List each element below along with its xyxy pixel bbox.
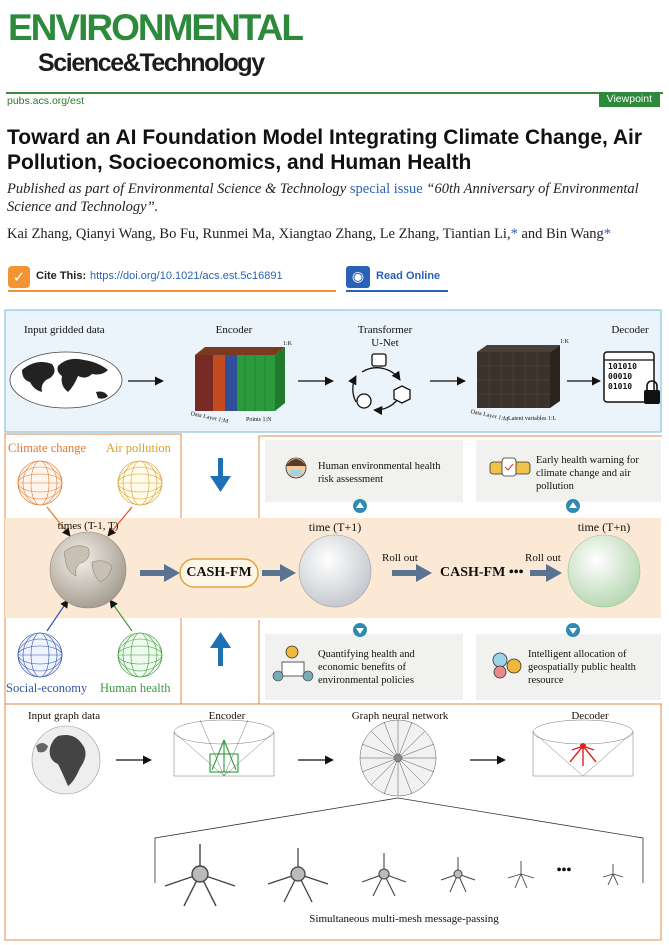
decoder-label: Decoder (611, 324, 649, 336)
transformer-label: Transformer (357, 324, 413, 336)
binary-line-3: 01010 (608, 382, 633, 391)
logo-line-2: Science&Technology (38, 49, 264, 77)
roll-out-label-1: Roll out (382, 552, 418, 564)
bottom-panel (5, 704, 661, 940)
unet-label: U-Net (371, 337, 399, 349)
doi-link[interactable]: https://doi.org/10.1021/acs.est.5c16891 (90, 270, 283, 282)
person-mask-icon (286, 458, 306, 478)
early-warning-text: Early health warning for climate change and air pollution (536, 455, 639, 492)
article-type-badge: Viewpoint (599, 92, 660, 107)
graph-encoder-label: Encoder (208, 710, 246, 722)
cite-label: Cite This: (36, 270, 87, 282)
published-prefix: Published as part of Environmental Science & Technology (7, 181, 350, 197)
globe-icon: ◉ (346, 266, 370, 288)
cube1-layer-label: Data Layer 1:M (189, 411, 229, 425)
earth-globe-tn (568, 535, 640, 607)
down-arrow (210, 458, 231, 492)
figure-graphics (0, 300, 669, 945)
cube2-layer-label: Data Layer 1:M (469, 409, 509, 423)
ellipsis-label: ••• (556, 863, 572, 878)
cite-this-bar[interactable] (8, 266, 336, 292)
earth-globe-t1 (299, 535, 371, 607)
social-economy-label: Social-economy (6, 681, 88, 695)
africa-globe-icon (32, 726, 100, 794)
down-circle-icon-2 (566, 623, 580, 637)
air-pollution-label: Air pollution (106, 441, 171, 455)
world-map-icon (10, 352, 122, 408)
header-rule (6, 92, 663, 94)
time-tn-label: time (T+n) (577, 520, 631, 534)
allocation-text: Intelligent allocation of geospatially public health resource (528, 649, 636, 686)
cube2-k-label: 1:K (560, 339, 569, 345)
article-title: Toward an AI Foundation Model Integrating Climate Change, Air Pollution, Socioeconomics, and Human Health (7, 126, 643, 174)
cash-fm-rollout-label: CASH-FM ••• (440, 565, 524, 580)
encoder-cube (195, 347, 285, 411)
earth-globe-t (50, 532, 126, 608)
cube2-latent-label: Latent variables 1:L (508, 416, 557, 422)
risk-assessment-text: Human environmental health risk assessment (318, 461, 441, 485)
roll-out-label-2: Roll out (525, 552, 561, 564)
corresponding-author-mark-2[interactable]: * (603, 226, 612, 242)
journal-logo[interactable] (8, 7, 302, 86)
framework-figure (0, 300, 669, 945)
cube1-points-label: Points 1:N (246, 417, 272, 423)
social-economy-globe (18, 633, 62, 677)
multi-mesh-caption: Simultaneous multi-mesh message-passing (309, 913, 499, 925)
air-pollution-globe (118, 461, 162, 505)
authors-main: Kai Zhang, Qianyi Wang, Bo Fu, Runmei Ma, Xiangtao Zhang, Le Zhang, Tiantian Li, (7, 226, 511, 242)
special-issue-link[interactable]: special issue (349, 181, 423, 197)
check-icon: ✓ (8, 266, 30, 288)
special-issue-name: “60th Anniversary of Environmental Science and Technology”. (7, 181, 639, 215)
benefits-text: Quantifying health and economic benefits of environmental policies (318, 649, 415, 686)
cube1-k-label: 1:K (283, 341, 292, 347)
climate-change-label: Climate change (8, 441, 87, 455)
published-note (7, 180, 662, 216)
site-url-link[interactable]: pubs.acs.org/est (7, 95, 85, 107)
gnn-label: Graph neural network (351, 710, 449, 722)
binary-line-1: 101010 (608, 362, 637, 371)
corresponding-author-mark-1[interactable]: * (510, 226, 518, 242)
input-graph-label: Input graph data (28, 710, 101, 722)
time-t1-label: time (T+1) (308, 520, 362, 534)
binary-line-2: 00010 (608, 372, 633, 381)
author-last: and Bin Wang (517, 226, 604, 242)
up-circle-icon-2 (566, 499, 580, 513)
read-online-label: Read Online (376, 270, 441, 282)
cash-fm-label: CASH-FM (186, 565, 252, 580)
latent-cube (477, 345, 560, 408)
up-circle-icon-1 (353, 499, 367, 513)
read-online-button[interactable] (346, 266, 448, 292)
human-health-globe (118, 633, 162, 677)
author-list (7, 225, 662, 243)
graph-decoder-label: Decoder (571, 710, 609, 722)
down-circle-icon-1 (353, 623, 367, 637)
encoder-label: Encoder (215, 324, 253, 336)
gnn-mesh-icon (360, 720, 436, 796)
logo-line-1: ENVIRONMENTAL (8, 7, 302, 48)
human-health-label: Human health (100, 681, 171, 695)
input-gridded-label: Input gridded data (24, 324, 105, 336)
times-label: times (T-1, T) (57, 520, 119, 532)
up-arrow (210, 632, 231, 666)
climate-globe (18, 461, 62, 505)
